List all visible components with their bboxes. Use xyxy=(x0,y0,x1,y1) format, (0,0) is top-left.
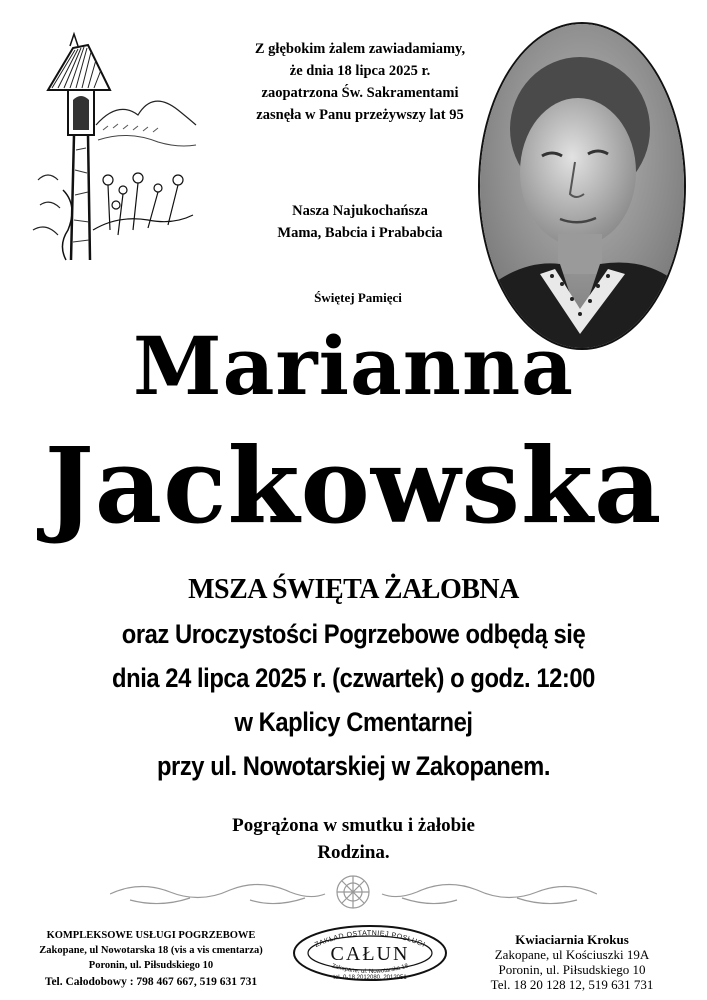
deceased-first-name: Marianna xyxy=(133,319,574,413)
relation-line: Nasza Najukochańsza xyxy=(292,203,428,219)
florist-contact xyxy=(452,932,692,992)
funeral-home-phone: Tel. Całodobowy : 798 467 667, 519 631 731 xyxy=(44,976,258,988)
mass-line: przy ul. Nowotarskiej w Zakopanem. xyxy=(156,751,551,781)
wayside-shrine-illustration xyxy=(18,30,198,270)
announcement-text xyxy=(225,38,495,126)
funeral-home-contact xyxy=(16,928,286,990)
mourning-line: Pogrążona w smutku i żałobie xyxy=(232,815,475,836)
announcement-line: że dnia 18 lipca 2025 r. xyxy=(289,63,431,79)
mass-line: oraz Uroczystości Pogrzebowe odbędą się xyxy=(121,619,586,649)
relation-line: Mama, Babcia i Prababcia xyxy=(277,225,443,241)
florist-address: Poronin, ul. Piłsudskiego 10 xyxy=(498,962,646,977)
florist-phone: Tel. 18 20 128 12, 519 631 731 xyxy=(490,977,654,992)
funeral-home-title: KOMPLEKSOWE USŁUGI POGRZEBOWE xyxy=(46,930,256,941)
florist-address: Zakopane, ul Kościuszki 19A xyxy=(494,947,650,962)
mass-title: MSZA ŚWIĘTA ŻAŁOBNA xyxy=(188,574,519,605)
deceased-portrait xyxy=(478,22,686,350)
relation-text xyxy=(235,200,485,244)
logo-top-text: ZAKŁAD OSTATNIEJ POSŁUGI xyxy=(313,929,427,949)
portrait-photo xyxy=(480,24,684,348)
calun-logo xyxy=(290,922,450,984)
announcement-line: zaopatrzona Św. Sakramentami xyxy=(261,85,459,101)
florist-title: Kwiaciarnia Krokus xyxy=(515,932,629,947)
deceased-last-name: Jackowska xyxy=(44,424,663,547)
funeral-home-address: Zakopane, ul Nowotarska 18 (vis a vis cmentarza) xyxy=(39,945,263,956)
memory-caption: Świętej Pamięci xyxy=(314,290,402,305)
mass-line: w Kaplicy Cmentarnej xyxy=(234,707,473,737)
logo-bottom-text: Zakopane, ul. Nowotarska 18 xyxy=(330,963,410,976)
announcement-line: zasnęła w Panu przeżywszy lat 95 xyxy=(256,107,464,123)
funeral-home-address: Poronin, ul. Piłsudskiego 10 xyxy=(88,960,214,971)
family-signature: Rodzina. xyxy=(317,842,390,863)
announcement-line: Z głębokim żalem zawiadamiamy, xyxy=(254,41,466,57)
mourning-signature xyxy=(0,812,707,866)
decorative-ornament xyxy=(110,872,597,912)
funeral-mass-details xyxy=(0,568,707,788)
mass-line: dnia 24 lipca 2025 r. (czwartek) o godz. 12:00 xyxy=(112,663,595,693)
logo-name: CAŁUN xyxy=(330,943,410,965)
logo-tel: tel. 0-18 2012080, 2012051 xyxy=(333,975,407,981)
